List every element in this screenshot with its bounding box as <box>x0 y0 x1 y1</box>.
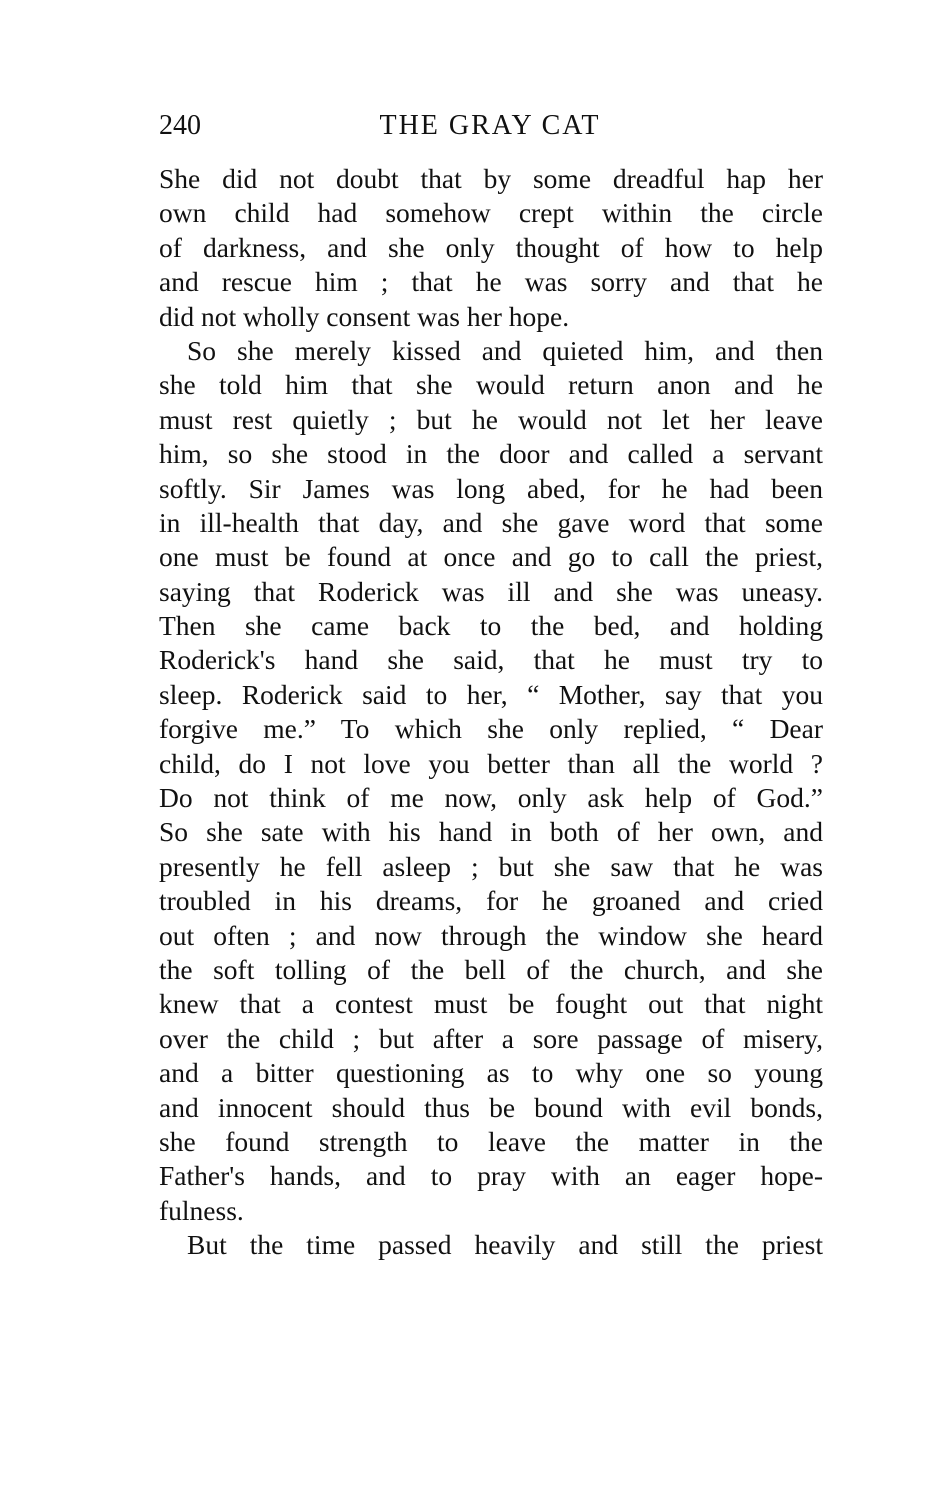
text-line: Father's hands, and to pray with an eager hope- <box>159 1160 823 1192</box>
text-line: she told him that she would return anon and he <box>159 369 823 401</box>
text-line: Then she came back to the bed, and holding <box>159 610 823 642</box>
text-line: Do not think of me now, only ask help of God.” <box>159 782 823 814</box>
text-line: fulness. <box>159 1194 244 1226</box>
text-line: out often ; and now through the window she heard <box>159 919 823 951</box>
text-line: She did not doubt that by some dreadful hap her <box>159 163 823 194</box>
text-line: So she merely kissed and quieted him, and then <box>187 334 823 366</box>
text-line: in ill-health that day, and she gave word that some <box>159 506 823 538</box>
text-line: and a bitter questioning as to why one so young <box>159 1057 823 1089</box>
text-line: So she sate with his hand in both of her own, and <box>159 816 823 848</box>
text-line: troubled in his dreams, for he groaned and cried <box>159 885 823 917</box>
text-line: did not wholly consent was her hope. <box>159 300 570 332</box>
text-line: sleep. Roderick said to her, “ Mother, say that you <box>159 678 823 710</box>
text-line: But the time passed heavily and still the priest <box>187 1229 823 1261</box>
text-line: Roderick's hand she said, that he must try to <box>159 644 823 676</box>
text-line: the soft tolling of the bell of the church, and she <box>159 953 823 985</box>
text-line: presently he fell asleep ; but she saw that he was <box>159 850 823 882</box>
text-line: one must be found at once and go to call the priest, <box>159 541 823 573</box>
text-line: knew that a contest must be fought out that night <box>159 988 823 1020</box>
text-line: and innocent should thus be bound with evil bonds, <box>159 1091 823 1123</box>
text-line: of darkness, and she only thought of how to help <box>159 231 823 263</box>
page-number: 240 <box>159 110 201 141</box>
running-head <box>159 108 821 148</box>
text-line: she found strength to leave the matter in the <box>159 1125 823 1157</box>
text-line: softly. Sir James was long abed, for he had been <box>159 472 823 504</box>
body-text <box>159 162 823 1263</box>
text-line: over the child ; but after a sore passage of misery, <box>159 1022 823 1054</box>
text-line: and rescue him ; that he was sorry and that he <box>159 266 823 298</box>
text-line: must rest quietly ; but he would not let her leave <box>159 403 823 435</box>
text-line: child, do I not love you better than all the world ? <box>159 747 823 779</box>
text-line: him, so she stood in the door and called a servant <box>159 438 823 470</box>
text-line: own child had somehow crept within the circle <box>159 197 823 229</box>
running-title: THE GRAY CAT <box>379 110 601 141</box>
text-line: forgive me.” To which she only replied, “ Dear <box>159 713 823 745</box>
text-line: saying that Roderick was ill and she was uneasy. <box>159 575 823 607</box>
